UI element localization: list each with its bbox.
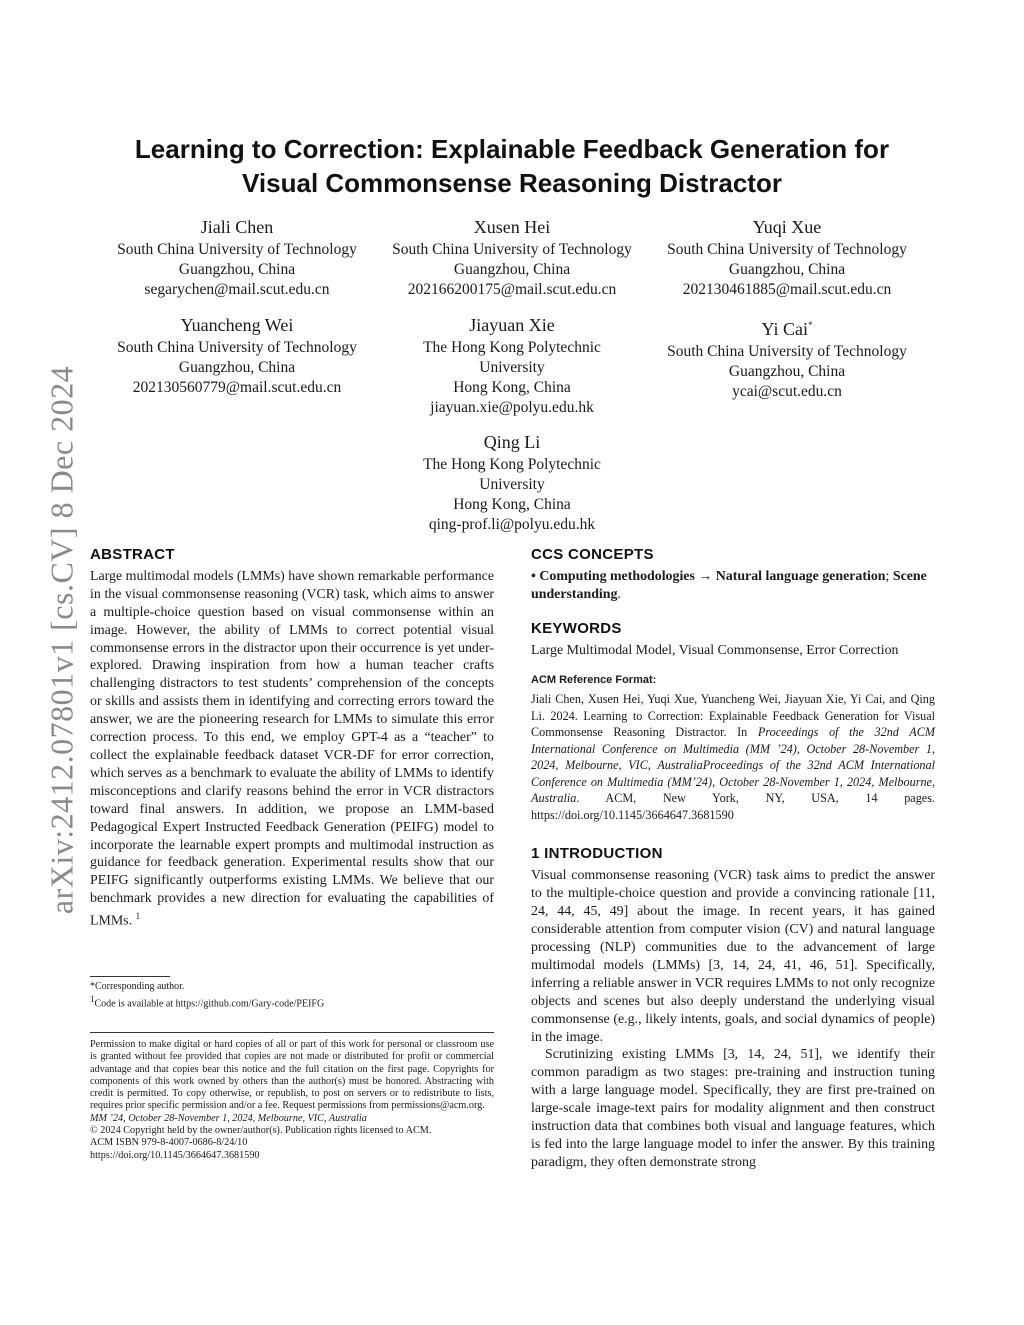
footnotes <box>90 976 494 1010</box>
permission-text: Permission to make digital or hard copies of all or part of this work for personal or classroom use is granted without fee provided that copies are not made or distributed for profit or commercial advantage and that copies bear this notice and the full citation on the first page. Copyrights for components of this work owned by others than the author(s) must be honored. Abstracting with credit is permitted. To copy otherwise, or republish, to post on servers or to redistribute to lists, requires prior specific permission and/or a fee. Request permissions from permissions@acm.org. <box>90 1039 494 1112</box>
author-affiliation-line-1: The Hong Kong Polytechnic <box>423 339 601 356</box>
author-block-3 <box>652 216 922 300</box>
doi-link[interactable]: https://doi.org/10.1145/3664647.3681590 <box>90 1149 260 1161</box>
ccs-end: . <box>617 586 621 602</box>
author-email: jiayuan.xie@polyu.edu.hk <box>430 399 594 416</box>
corresponding-author-mark: * <box>808 320 813 330</box>
author-name: Jiayuan Xie <box>469 315 555 335</box>
ccs-concepts-body <box>531 568 935 604</box>
author-block-5 <box>377 314 647 418</box>
author-location: Guangzhou, China <box>178 359 296 376</box>
copyright-notice: © 2024 Copyright held by the owner/author(s). Publication rights licensed to ACM. <box>90 1125 432 1137</box>
author-block-4 <box>102 314 372 398</box>
code-footnote-mark: 1 <box>90 994 95 1004</box>
corresponding-author-footnote: *Corresponding author. <box>90 981 185 992</box>
author-location: Guangzhou, China <box>728 261 846 278</box>
permission-block <box>90 1032 494 1162</box>
author-affiliation-line-2: University <box>479 359 545 376</box>
right-column <box>531 546 935 1172</box>
ccs-arrow: → <box>698 568 713 584</box>
author-email: qing-prof.li@polyu.edu.hk <box>428 516 596 533</box>
footnote-rule <box>90 976 170 977</box>
paper-title <box>90 132 934 200</box>
author-email: 202130560779@mail.scut.edu.cn <box>132 379 342 396</box>
intro-paragraph-1: Visual commonsense reasoning (VCR) task aims to predict the answer to the multiple-choice question and provide a convincing rationale [11, 24, 44, 45, 49] about the image. In recent years, it has gained considerable attention from computer vision (CV) and natural language processing (NLP) communities due to the advancement of large multimodal models (LMMs) [3, 14, 24, 41, 46, 51]. Specifically, inferring a reliable answer in VCR requires LMMs to not only recognize objects and scenes but also deeply understand the underlying visual commonsense (e.g., likely intents, goals, and social dynamics of people) in the image. <box>531 868 935 1045</box>
arxiv-identifier-stamp: arXiv:2412.07801v1 [cs.CV] 8 Dec 2024 <box>43 365 80 915</box>
title-line-1: Learning to Correction: Explainable Feedback Generation for <box>134 134 890 164</box>
abstract-section <box>90 546 494 931</box>
author-affiliation: South China University of Technology <box>667 343 907 360</box>
author-location: Guangzhou, China <box>728 363 846 380</box>
author-name: Yuancheng Wei <box>180 315 294 335</box>
author-name: Xusen Hei <box>473 217 551 237</box>
ccs-concepts-heading: CCS CONCEPTS <box>531 546 654 563</box>
conference-venue-text: MM ’24, October 28-November 1, 2024, Melbourne, VIC, Australia <box>90 1112 367 1124</box>
author-name: Qing Li <box>483 432 541 452</box>
author-block-6 <box>652 314 922 402</box>
author-name: Yuqi Xue <box>752 217 822 237</box>
conference-venue <box>90 1113 494 1125</box>
author-affiliation: South China University of Technology <box>117 241 357 258</box>
author-name: Jiali Chen <box>200 217 274 237</box>
acm-reference-authors: Jiali Chen, Xusen Hei, Yuqi Xue, Yuancheng Wei, Jiayuan Xie, Yi Cai, and Qing Li. 2024. Learning to Correction: Explainable Feedback Generation for Visual Commonsense Reasoning Distractor. In <box>531 692 935 740</box>
abstract-heading: ABSTRACT <box>90 546 175 563</box>
abstract-body <box>90 568 494 931</box>
author-email: 202130461885@mail.scut.edu.cn <box>682 281 892 298</box>
ccs-bullet: • <box>531 568 536 584</box>
code-footnote-text: Code is available at https://github.com/Gary-code/PEIFG <box>94 998 325 1010</box>
author-affiliation-line-2: University <box>479 476 545 493</box>
ccs-term-computing: Computing methodologies <box>539 568 695 584</box>
author-location: Guangzhou, China <box>178 261 296 278</box>
isbn: ACM ISBN 979-8-4007-0686-8/24/10 <box>90 1137 248 1149</box>
author-block-7 <box>377 431 647 535</box>
author-location: Guangzhou, China <box>453 261 571 278</box>
author-block-2 <box>377 216 647 300</box>
author-email: segarychen@mail.scut.edu.cn <box>144 281 330 298</box>
permission-rule <box>90 1032 494 1033</box>
author-affiliation-line-1: The Hong Kong Polytechnic <box>423 456 601 473</box>
keywords-text: Large Multimodal Model, Visual Commonsense, Error Correction <box>531 642 899 658</box>
author-location: Hong Kong, China <box>453 496 571 513</box>
author-location: Hong Kong, China <box>453 379 571 396</box>
abstract-footnote-mark: 1 <box>135 911 141 922</box>
author-affiliation: South China University of Technology <box>392 241 632 258</box>
acm-reference <box>531 672 935 824</box>
acm-reference-venue: Proceedings of the 32nd ACM International Conference on Multimedia (MM ’24), October 28-November 1, 2024, Melbourne, VIC, AustraliaProceedings of the 32nd ACM International Conference on Multimedia (MM’24), October 28-November 1, 2024, Melbourne, Australia <box>531 725 936 806</box>
author-block-1 <box>102 216 372 300</box>
introduction-heading: 1 INTRODUCTION <box>531 845 663 863</box>
author-affiliation: South China University of Technology <box>117 339 357 356</box>
acm-reference-tail: . ACM, New York, NY, USA, 14 pages. https://doi.org/10.1145/3664647.3681590 <box>531 791 935 822</box>
intro-paragraph-2: Scrutinizing existing LMMs [3, 14, 24, 51], we identify their common paradigm as two stages: pre-training and instruction tuning with a large language model. Specifically, they are first pre-trained on large-scale image-text pairs for modality alignment and then construct instruction data that combines both visual and language features, which is fed into the large language model to infer the answer. By this training paradigm, they often demonstrate strong <box>531 1047 935 1170</box>
abstract-text: Large multimodal models (LMMs) have shown remarkable performance in the visual commonsense reasoning (VCR) task, which aims to answer a multiple-choice question based on visual commonsense within an image. However, the ability of LMMs to correct potential visual commonsense errors in the distractor upon their occurrence is yet under-explored. Drawing inspiration from how a human teacher crafts challenging distractors to test students’ comprehension of the concepts or skills and assists them in identifying and correcting errors toward the answer, we are the pioneering research for LMMs to simulate this error correction process. To this end, we employ GPT-4 as a “teacher” to collect the explainable feedback dataset VCR-DF for error correction, which serves as a benchmark to evaluate the ability of LMMs to identify misconceptions and clarify reasons behind the error in VCR distractors toward final answers. In addition, we propose an LMM-based Pedagogical Expert Instructed Feedback Generation (PEIFG) model to incorporate the learnable expert prompts and multimodal instruction as guidance for feedback generation. Experimental results show that our PEIFG significantly outperforms existing LMMs. We believe that our benchmark provides a new direction for evaluating the capabilities of LMMs. <box>90 568 494 929</box>
keywords-heading: KEYWORDS <box>531 619 622 637</box>
acm-reference-heading: ACM Reference Format: <box>531 673 657 686</box>
author-name-row <box>652 314 922 340</box>
author-affiliation: South China University of Technology <box>667 241 907 258</box>
code-footnote <box>90 993 494 1010</box>
author-email: 202166200175@mail.scut.edu.cn <box>407 281 617 298</box>
ccs-term-scene: Scene understanding <box>531 568 927 602</box>
author-email: ycai@scut.edu.cn <box>732 383 842 400</box>
ccs-separator: ; <box>885 568 890 584</box>
acm-reference-body <box>531 691 935 823</box>
title-line-2: Visual Commonsense Reasoning Distractor <box>242 168 782 198</box>
ccs-term-nlg: Natural language generation <box>715 568 886 584</box>
author-name: Yi Cai <box>761 319 808 339</box>
